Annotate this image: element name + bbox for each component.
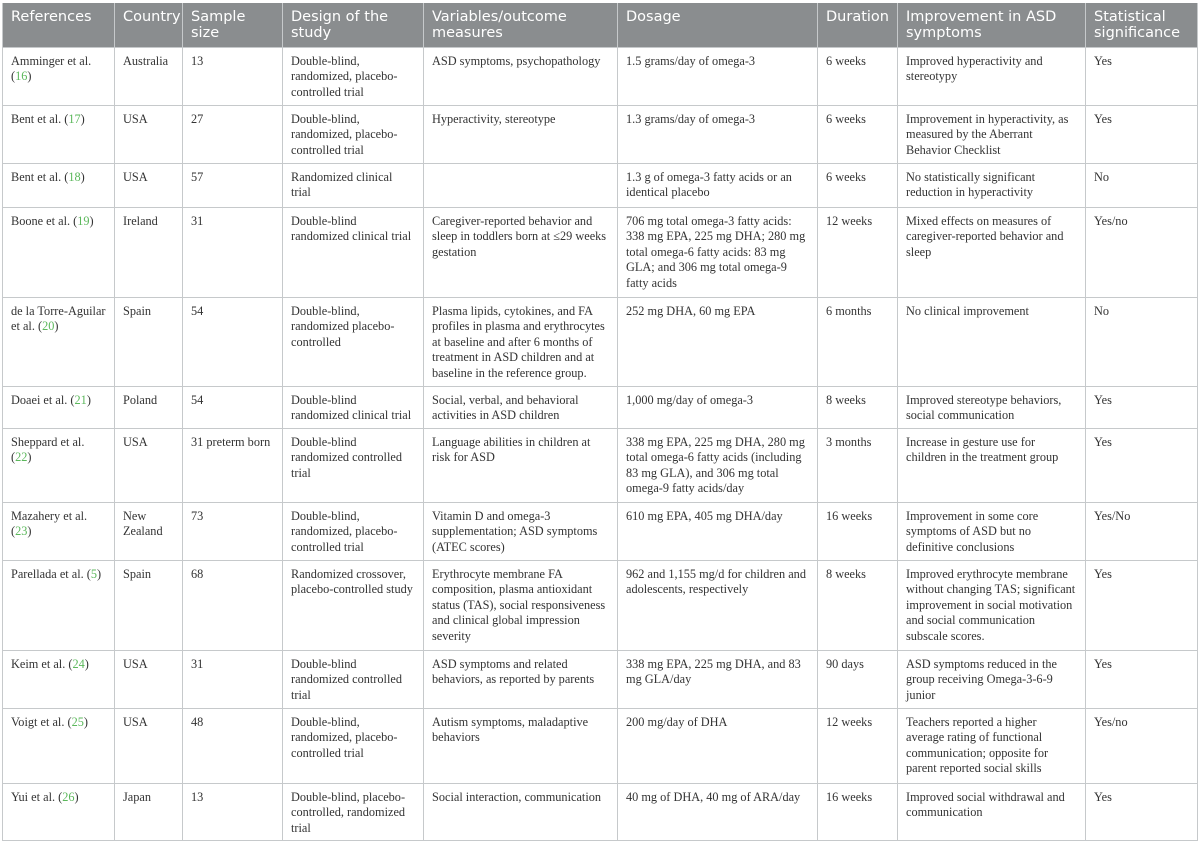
cell-reference bbox=[3, 207, 115, 297]
cell-duration: 6 months bbox=[818, 297, 898, 386]
closing-paren: ) bbox=[74, 789, 79, 804]
cell-improvement: No statistically significant reduction in hyperactivity bbox=[898, 163, 1086, 207]
author-text: de la Torre-Aguilar et al. ( bbox=[11, 303, 106, 334]
closing-paren: ) bbox=[89, 213, 94, 228]
cell-dosage: 706 mg total omega-3 fatty acids: 338 mg EPA, 225 mg DHA; 280 mg total omega-6 fatty acids: 83 mg GLA; and 306 mg total omega-9 fatty acids bbox=[618, 207, 818, 297]
header-sample-size: Sample size bbox=[183, 3, 283, 47]
cell-sample-size: 57 bbox=[183, 163, 283, 207]
citation-link[interactable]: 5 bbox=[90, 566, 98, 581]
cell-variables: Social interaction, communication bbox=[424, 783, 618, 841]
cell-improvement: Increase in gesture use for children in the treatment group bbox=[898, 428, 1086, 502]
cell-significance: Yes bbox=[1086, 783, 1198, 841]
cell-improvement: Improved erythrocyte membrane without changing TAS; significant improvement in social motivation and social communication subscale scores. bbox=[898, 560, 1086, 650]
header-dosage: Dosage bbox=[618, 3, 818, 47]
header-references: References bbox=[3, 3, 115, 47]
cell-sample-size: 48 bbox=[183, 708, 283, 783]
cell-country: USA bbox=[115, 708, 183, 783]
cell-country: USA bbox=[115, 105, 183, 163]
cell-duration: 90 days bbox=[818, 650, 898, 708]
author-text: Sheppard et al. ( bbox=[11, 434, 85, 465]
cell-variables: Caregiver-reported behavior and sleep in toddlers born at ≤29 weeks gestation bbox=[424, 207, 618, 297]
closing-paren: ) bbox=[97, 566, 102, 581]
cell-dosage: 1.5 grams/day of omega-3 bbox=[618, 47, 818, 105]
cell-variables: Social, verbal, and behavioral activities in ASD children bbox=[424, 386, 618, 428]
cell-reference bbox=[3, 163, 115, 207]
citation-link[interactable]: 22 bbox=[15, 450, 28, 465]
citation-link[interactable]: 21 bbox=[74, 392, 87, 407]
cell-design: Double-blind randomized clinical trial bbox=[283, 386, 424, 428]
cell-country: USA bbox=[115, 650, 183, 708]
citation-link[interactable]: 20 bbox=[42, 319, 55, 334]
table-row bbox=[3, 207, 1198, 297]
table-row bbox=[3, 650, 1198, 708]
author-text: Yui et al. ( bbox=[11, 789, 63, 804]
cell-improvement: Improvement in hyperactivity, as measured by the Aberrant Behavior Checklist bbox=[898, 105, 1086, 163]
cell-variables: Erythrocyte membrane FA composition, plasma antioxidant status (TAS), social responsiveness and clinical global impression severity bbox=[424, 560, 618, 650]
author-text: Bent et al. ( bbox=[11, 169, 69, 184]
cell-variables bbox=[424, 163, 618, 207]
cell-sample-size: 31 bbox=[183, 650, 283, 708]
author-text: Parellada et al. ( bbox=[11, 566, 91, 581]
cell-significance: Yes bbox=[1086, 650, 1198, 708]
cell-variables: Plasma lipids, cytokines, and FA profiles in plasma and erythrocytes at baseline and after 6 months of treatment in ASD children and at baseline in the reference group. bbox=[424, 297, 618, 386]
author-text: Doaei et al. ( bbox=[11, 392, 75, 407]
cell-variables: ASD symptoms and related behaviors, as reported by parents bbox=[424, 650, 618, 708]
cell-improvement: Mixed effects on measures of caregiver-reported behavior and sleep bbox=[898, 207, 1086, 297]
cell-design: Double-blind, randomized, placebo-controlled trial bbox=[283, 502, 424, 560]
header-duration: Duration bbox=[818, 3, 898, 47]
closing-paren: ) bbox=[27, 69, 32, 84]
cell-sample-size: 31 preterm born bbox=[183, 428, 283, 502]
citation-link[interactable]: 26 bbox=[62, 789, 75, 804]
studies-table-container bbox=[2, 3, 1197, 841]
cell-duration: 6 weeks bbox=[818, 163, 898, 207]
header-improvement: Improvement in ASD symptoms bbox=[898, 3, 1086, 47]
cell-variables: Autism symptoms, maladaptive behaviors bbox=[424, 708, 618, 783]
cell-improvement: Improved stereotype behaviors, social communication bbox=[898, 386, 1086, 428]
table-row bbox=[3, 386, 1198, 428]
omega3-asd-studies-table bbox=[2, 3, 1198, 841]
citation-link[interactable]: 25 bbox=[71, 714, 84, 729]
table-row bbox=[3, 783, 1198, 841]
cell-reference bbox=[3, 386, 115, 428]
closing-paren: ) bbox=[80, 169, 85, 184]
author-text: Keim et al. ( bbox=[11, 656, 73, 671]
cell-dosage: 1,000 mg/day of omega-3 bbox=[618, 386, 818, 428]
cell-duration: 8 weeks bbox=[818, 386, 898, 428]
cell-country: Ireland bbox=[115, 207, 183, 297]
citation-link[interactable]: 19 bbox=[77, 213, 90, 228]
cell-country: USA bbox=[115, 428, 183, 502]
closing-paren: ) bbox=[84, 656, 89, 671]
header-variables: Variables/outcome measures bbox=[424, 3, 618, 47]
cell-country: Japan bbox=[115, 783, 183, 841]
author-text: Amminger et al. ( bbox=[11, 53, 92, 84]
cell-design: Double-blind, randomized, placebo-controlled trial bbox=[283, 105, 424, 163]
cell-improvement: Improved social withdrawal and communication bbox=[898, 783, 1086, 841]
cell-reference bbox=[3, 650, 115, 708]
header-design: Design of the study bbox=[283, 3, 424, 47]
closing-paren: ) bbox=[83, 714, 88, 729]
cell-sample-size: 54 bbox=[183, 297, 283, 386]
cell-reference bbox=[3, 47, 115, 105]
cell-improvement: Teachers reported a higher average rating of functional communication; opposite for parent reported social skills bbox=[898, 708, 1086, 783]
cell-duration: 16 weeks bbox=[818, 783, 898, 841]
citation-link[interactable]: 23 bbox=[15, 524, 28, 539]
cell-dosage: 338 mg EPA, 225 mg DHA, 280 mg total omega-6 fatty acids (including 83 mg GLA), and 306 mg total omega-9 fatty acids/day bbox=[618, 428, 818, 502]
cell-variables: Hyperactivity, stereotype bbox=[424, 105, 618, 163]
citation-link[interactable]: 16 bbox=[15, 69, 28, 84]
cell-improvement: No clinical improvement bbox=[898, 297, 1086, 386]
cell-design: Double-blind, placebo-controlled, randomized trial bbox=[283, 783, 424, 841]
cell-dosage: 252 mg DHA, 60 mg EPA bbox=[618, 297, 818, 386]
closing-paren: ) bbox=[27, 450, 32, 465]
cell-significance: Yes/no bbox=[1086, 708, 1198, 783]
cell-dosage: 1.3 grams/day of omega-3 bbox=[618, 105, 818, 163]
header-row bbox=[3, 3, 1198, 47]
cell-significance: No bbox=[1086, 297, 1198, 386]
cell-dosage: 200 mg/day of DHA bbox=[618, 708, 818, 783]
cell-design: Double-blind randomized controlled trial bbox=[283, 650, 424, 708]
cell-reference bbox=[3, 105, 115, 163]
table-row bbox=[3, 708, 1198, 783]
cell-significance: Yes bbox=[1086, 47, 1198, 105]
cell-sample-size: 27 bbox=[183, 105, 283, 163]
cell-dosage: 1.3 g of omega-3 fatty acids or an identical placebo bbox=[618, 163, 818, 207]
closing-paren: ) bbox=[54, 319, 59, 334]
cell-sample-size: 54 bbox=[183, 386, 283, 428]
cell-improvement: ASD symptoms reduced in the group receiving Omega-3-6-9 junior bbox=[898, 650, 1086, 708]
table-row bbox=[3, 297, 1198, 386]
cell-reference bbox=[3, 428, 115, 502]
header-country: Country bbox=[115, 3, 183, 47]
header-significance: Statistical significance bbox=[1086, 3, 1198, 47]
cell-variables: Language abilities in children at risk for ASD bbox=[424, 428, 618, 502]
cell-duration: 6 weeks bbox=[818, 105, 898, 163]
cell-improvement: Improvement in some core symptoms of ASD but no definitive conclusions bbox=[898, 502, 1086, 560]
closing-paren: ) bbox=[27, 524, 32, 539]
citation-link[interactable]: 17 bbox=[68, 111, 81, 126]
cell-duration: 12 weeks bbox=[818, 207, 898, 297]
cell-significance: Yes bbox=[1086, 428, 1198, 502]
cell-country: New Zealand bbox=[115, 502, 183, 560]
cell-country: Spain bbox=[115, 560, 183, 650]
cell-improvement: Improved hyperactivity and stereotypy bbox=[898, 47, 1086, 105]
table-row bbox=[3, 47, 1198, 105]
cell-significance: Yes bbox=[1086, 560, 1198, 650]
cell-sample-size: 13 bbox=[183, 47, 283, 105]
author-text: Voigt et al. ( bbox=[11, 714, 72, 729]
table-row bbox=[3, 163, 1198, 207]
cell-duration: 8 weeks bbox=[818, 560, 898, 650]
cell-duration: 16 weeks bbox=[818, 502, 898, 560]
closing-paren: ) bbox=[86, 392, 91, 407]
closing-paren: ) bbox=[80, 111, 85, 126]
cell-sample-size: 13 bbox=[183, 783, 283, 841]
cell-reference bbox=[3, 783, 115, 841]
cell-design: Double-blind, randomized, placebo-controlled trial bbox=[283, 47, 424, 105]
cell-country: USA bbox=[115, 163, 183, 207]
author-text: Mazahery et al. ( bbox=[11, 508, 88, 539]
cell-reference bbox=[3, 297, 115, 386]
cell-variables: Vitamin D and omega-3 supplementation; ASD symptoms (ATEC scores) bbox=[424, 502, 618, 560]
cell-dosage: 338 mg EPA, 225 mg DHA, and 83 mg GLA/day bbox=[618, 650, 818, 708]
cell-country: Australia bbox=[115, 47, 183, 105]
citation-link[interactable]: 24 bbox=[72, 656, 85, 671]
cell-design: Double-blind, randomized placebo-controlled bbox=[283, 297, 424, 386]
cell-reference bbox=[3, 708, 115, 783]
cell-design: Randomized crossover, placebo-controlled study bbox=[283, 560, 424, 650]
cell-significance: Yes/no bbox=[1086, 207, 1198, 297]
table-row bbox=[3, 105, 1198, 163]
cell-duration: 6 weeks bbox=[818, 47, 898, 105]
cell-significance: Yes bbox=[1086, 105, 1198, 163]
cell-design: Double-blind randomized controlled trial bbox=[283, 428, 424, 502]
cell-significance: No bbox=[1086, 163, 1198, 207]
cell-variables: ASD symptoms, psychopathology bbox=[424, 47, 618, 105]
cell-reference bbox=[3, 502, 115, 560]
table-row bbox=[3, 428, 1198, 502]
cell-significance: Yes/No bbox=[1086, 502, 1198, 560]
cell-dosage: 962 and 1,155 mg/d for children and adolescents, respectively bbox=[618, 560, 818, 650]
cell-design: Double-blind, randomized, placebo-controlled trial bbox=[283, 708, 424, 783]
cell-design: Double-blind randomized clinical trial bbox=[283, 207, 424, 297]
cell-sample-size: 31 bbox=[183, 207, 283, 297]
author-text: Boone et al. ( bbox=[11, 213, 78, 228]
cell-sample-size: 68 bbox=[183, 560, 283, 650]
table-row bbox=[3, 502, 1198, 560]
cell-country: Spain bbox=[115, 297, 183, 386]
cell-country: Poland bbox=[115, 386, 183, 428]
cell-dosage: 610 mg EPA, 405 mg DHA/day bbox=[618, 502, 818, 560]
author-text: Bent et al. ( bbox=[11, 111, 69, 126]
cell-significance: Yes bbox=[1086, 386, 1198, 428]
cell-reference bbox=[3, 560, 115, 650]
cell-duration: 12 weeks bbox=[818, 708, 898, 783]
cell-sample-size: 73 bbox=[183, 502, 283, 560]
citation-link[interactable]: 18 bbox=[68, 169, 81, 184]
cell-dosage: 40 mg of DHA, 40 mg of ARA/day bbox=[618, 783, 818, 841]
table-row bbox=[3, 560, 1198, 650]
cell-design: Randomized clinical trial bbox=[283, 163, 424, 207]
cell-duration: 3 months bbox=[818, 428, 898, 502]
